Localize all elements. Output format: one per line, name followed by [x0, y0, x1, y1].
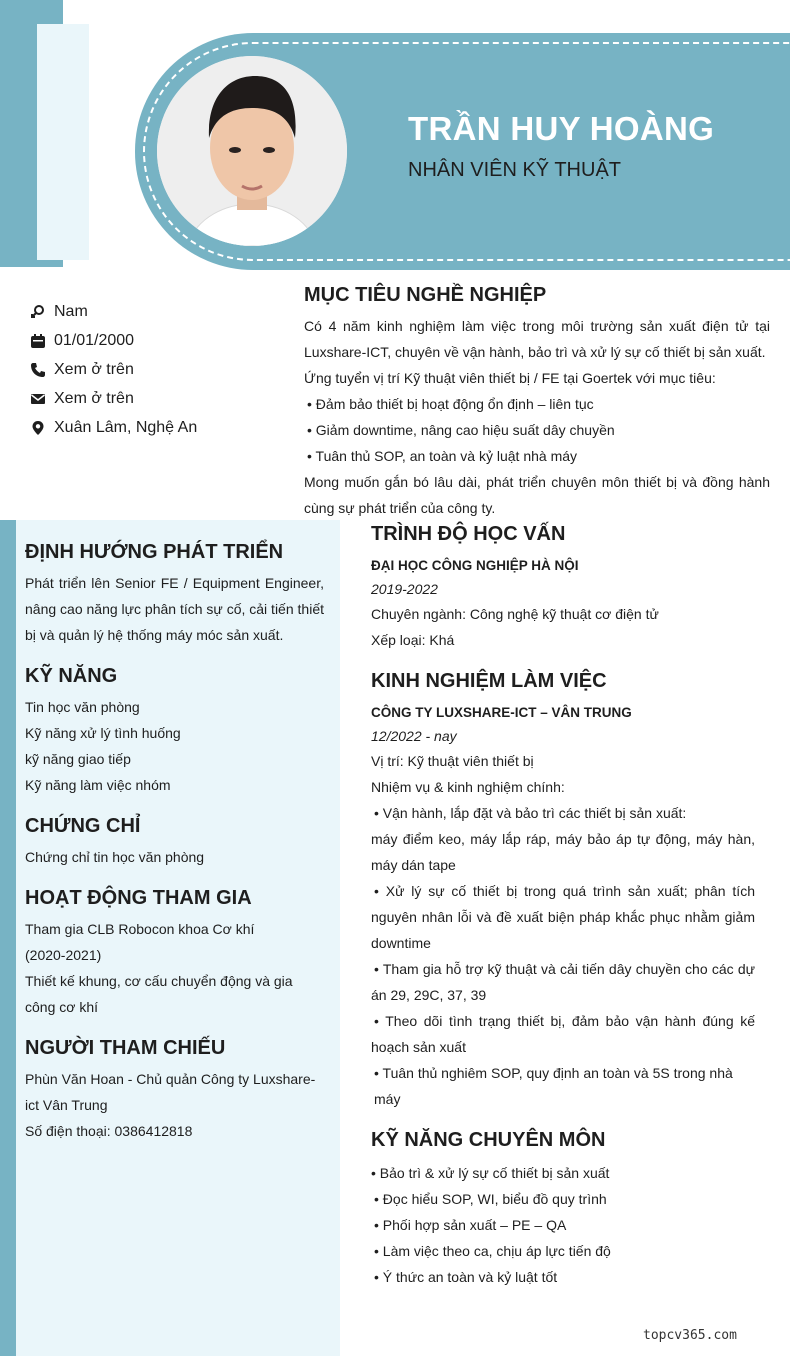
experience-duty: • Theo dõi tình trạng thiết bị, đảm bảo vận hành đúng kế hoạch sản xuất [371, 1013, 755, 1055]
list-item: Tin học văn phòng [25, 699, 140, 715]
header-left-bar-inner [37, 24, 89, 260]
contact-gender [30, 300, 88, 324]
references-body [25, 1066, 324, 1144]
job-title: NHÂN VIÊN KỸ THUẬT [408, 159, 621, 181]
activity-line: Tham gia CLB Robocon khoa Cơ khí [25, 921, 255, 937]
main-content [371, 523, 755, 1290]
objective-apply: Ứng tuyển vị trí Kỹ thuật viên thiết bị / FE tại Goertek với mục tiêu: [304, 370, 716, 386]
education-period: 2019-2022 [371, 581, 438, 597]
section-title-skills: KỸ NĂNG [25, 665, 118, 687]
experience-duty: • Vận hành, lắp đặt và bảo trì các thiết bị sản xuất: [374, 805, 687, 821]
location-icon [30, 420, 46, 436]
professional-skills-list [371, 1160, 755, 1290]
gender-icon [30, 304, 46, 320]
footer-watermark: topcv365.com [643, 1328, 737, 1343]
contact-birthday [30, 329, 134, 353]
direction-text: Phát triển lên Senior FE / Equipment Engineer, nâng cao năng lực phân tích sự cố, cải tiến thiết bị và quản lý hệ thống máy móc sản xuất. [25, 575, 324, 643]
experience-company: CÔNG TY LUXSHARE-ICT – VÂN TRUNG [371, 705, 632, 720]
skills-list [25, 694, 324, 798]
sidebar-content [25, 541, 324, 1144]
sidebar-accent-strip [0, 520, 16, 1356]
experience-duties-label: Nhiệm vụ & kinh nghiệm chính: [371, 779, 565, 795]
education-school: ĐẠI HỌC CÔNG NGHIỆP HÀ NỘI [371, 558, 579, 573]
profile-photo [157, 56, 347, 246]
section-title-professional-skills: KỸ NĂNG CHUYÊN MÔN [371, 1129, 606, 1151]
list-item: • Làm việc theo ca, chịu áp lực tiến độ [374, 1243, 611, 1259]
experience-duty-detail: máy điểm keo, máy lắp ráp, máy bảo áp tự động, máy hàn, máy dán tape [371, 831, 755, 873]
list-item: • Bảo trì & xử lý sự cố thiết bị sản xuất [371, 1165, 610, 1181]
objective-closing: Mong muốn gắn bó lâu dài, phát triển chuyên môn thiết bị và đồng hành cùng sự phát triển của công ty. [304, 474, 770, 516]
objective-bullet: • Tuân thủ SOP, an toàn và kỷ luật nhà máy [307, 448, 578, 464]
contact-phone [30, 358, 134, 382]
activity-line: Thiết kế khung, cơ cấu chuyển động và gia công cơ khí [25, 973, 293, 1015]
section-title-experience: KINH NGHIỆM LÀM VIỆC [371, 670, 607, 692]
contact-phone-text: Xem ở trên [54, 361, 134, 378]
experience-duty: • Tuân thủ nghiêm SOP, quy định an toàn và 5S trong nhà máy [374, 1065, 733, 1107]
objective-bullet: • Giảm downtime, nâng cao hiệu suất dây chuyền [307, 422, 615, 438]
experience-duty: • Xử lý sự cố thiết bị trong quá trình sản xuất; phân tích nguyên nhân lỗi và đề xuất biện pháp khắc phục nhằm giảm downtime [371, 883, 755, 951]
list-item: Kỹ năng làm việc nhóm [25, 777, 171, 793]
education-major: Chuyên ngành: Công nghệ kỹ thuật cơ điện tử [371, 606, 659, 622]
section-title-references: NGƯỜI THAM CHIẾU [25, 1037, 226, 1059]
section-title-objective: MỤC TIÊU NGHỀ NGHIỆP [304, 284, 547, 306]
objective-body [304, 313, 770, 521]
objective-intro: Có 4 năm kinh nghiệm làm việc trong môi trường sản xuất điện tử tại Luxshare-ICT, chuyên về vận hành, bảo trì và xử lý sự cố thiết bị sản xuất. [304, 318, 770, 360]
list-item: Kỹ năng xử lý tình huống [25, 725, 181, 741]
contact-location [30, 416, 197, 440]
contact-email-text: Xem ở trên [54, 390, 134, 407]
email-icon [30, 391, 46, 407]
experience-period: 12/2022 - nay [371, 728, 457, 744]
contact-birthday-text: 01/01/2000 [54, 332, 135, 349]
experience-position: Vị trí: Kỹ thuật viên thiết bị [371, 753, 534, 769]
education-grade: Xếp loại: Khá [371, 632, 455, 648]
calendar-icon [30, 333, 46, 349]
candidate-name: TRẦN HUY HOÀNG [408, 110, 715, 147]
section-title-education: TRÌNH ĐỘ HỌC VẤN [371, 523, 566, 545]
contact-email [30, 387, 134, 411]
activity-line: (2020-2021) [25, 947, 102, 963]
objective-bullet: • Đảm bảo thiết bị hoạt động ổn định – liên tục [307, 396, 594, 412]
contact-gender-text: Nam [54, 303, 88, 320]
list-item: • Đọc hiểu SOP, WI, biểu đồ quy trình [374, 1191, 607, 1207]
section-title-direction: ĐỊNH HƯỚNG PHÁT TRIỂN [25, 541, 284, 563]
section-title-activities: HOẠT ĐỘNG THAM GIA [25, 887, 252, 909]
reference-person: Phùn Văn Hoan - Chủ quản Công ty Luxshare-ict Vân Trung [25, 1071, 316, 1113]
reference-phone: Số điện thoại: 0386412818 [25, 1123, 193, 1139]
list-item: • Phối hợp sản xuất – PE – QA [374, 1217, 567, 1233]
contact-location-text: Xuân Lâm, Nghệ An [54, 419, 198, 436]
list-item: Chứng chỉ tin học văn phòng [25, 849, 205, 865]
experience-duty: • Tham gia hỗ trợ kỹ thuật và cải tiến dây chuyền cho các dự án 29, 29C, 37, 39 [371, 961, 755, 1003]
list-item: • Ý thức an toàn và kỷ luật tốt [374, 1269, 558, 1285]
phone-icon [30, 362, 46, 378]
list-item: kỹ năng giao tiếp [25, 751, 131, 767]
section-title-certificates: CHỨNG CHỈ [25, 815, 141, 837]
activities-body [25, 916, 324, 1020]
